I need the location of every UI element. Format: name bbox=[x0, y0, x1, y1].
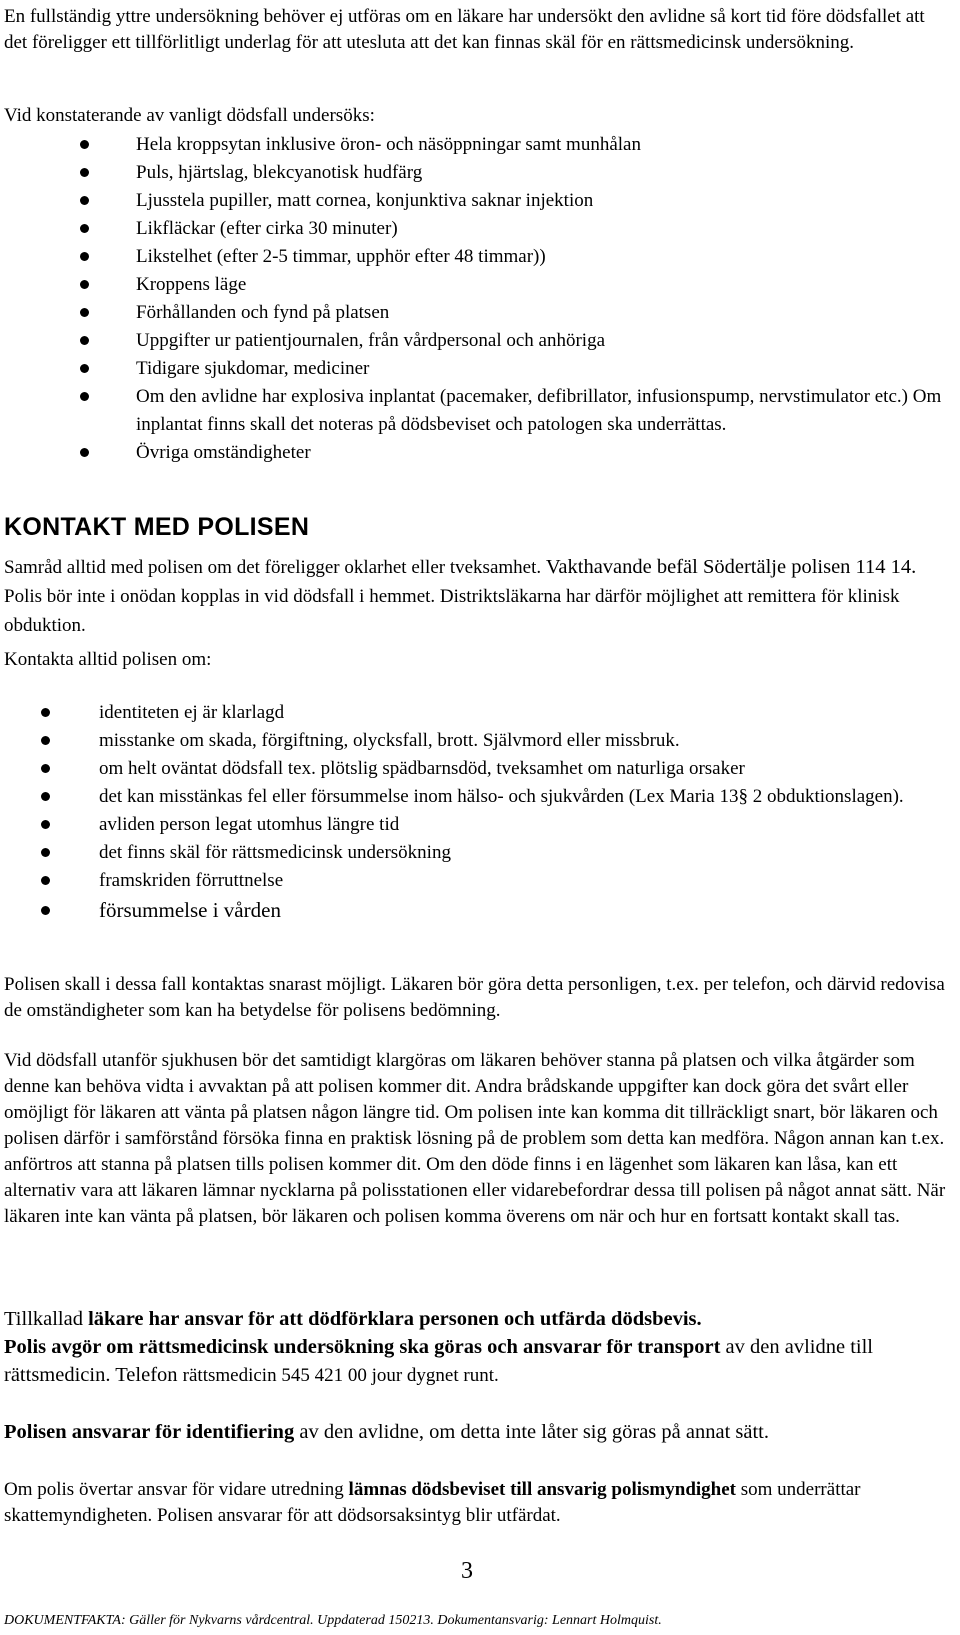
identification-paragraph: Polisen ansvarar för identifiering av den avlidne, om detta inte låter sig göras på annat sätt. bbox=[4, 1421, 769, 1443]
list-item: misstanke om skada, förgiftning, olycksfall, brott. Självmord eller missbruk. bbox=[99, 727, 949, 755]
samrad-paragraph: Samråd alltid med polisen om det föreligger oklarhet eller tveksamhet. Vakthavande befäl Södertälje polisen 114 14. Polis bör inte i onödan kopplas in vid dödsfall i hemmet. Distriktsläkarna har därför möjlighet att remittera för klinisk obduktion. bbox=[4, 556, 917, 636]
list-item: avliden person legat utomhus längre tid bbox=[99, 811, 949, 839]
bullet-icon bbox=[41, 906, 50, 915]
bullet-icon bbox=[80, 308, 89, 317]
polisen-paragraph: Polisen skall i dessa fall kontaktas snarast möjligt. Läkaren bör göra detta personligen, t.ex. per telefon, och därvid redovisa de omständigheter som kan ha betydelse för polisens bedömning. bbox=[4, 974, 945, 1021]
list-item: Likfläckar (efter cirka 30 minuter) bbox=[136, 215, 946, 243]
contact-lead: Kontakta alltid polisen om: bbox=[4, 649, 212, 670]
overtar-paragraph: Om polis övertar ansvar för vidare utredning lämnas dödsbeviset till ansvarig polismyndighet som underrättar skattemyndigheten. Polisen ansvarar för att dödsorsaksintyg blir utfärdat. bbox=[4, 1479, 861, 1526]
bullet-icon bbox=[80, 196, 89, 205]
page-number: 3 bbox=[461, 1558, 473, 1584]
list-item: det kan misstänkas fel eller försummelse inom hälso- och sjukvården (Lex Maria 13§ 2 obduktionslagen). bbox=[99, 783, 949, 811]
bullet-icon bbox=[80, 252, 89, 261]
list-item: det finns skäl för rättsmedicinsk undersökning bbox=[99, 839, 949, 867]
exam-list bbox=[136, 131, 946, 467]
bullet-icon bbox=[80, 392, 89, 401]
bullet-icon bbox=[41, 876, 50, 885]
section-heading: KONTAKT MED POLISEN bbox=[4, 513, 310, 541]
list-item: Likstelhet (efter 2-5 timmar, upphör efter 48 timmar)) bbox=[136, 243, 946, 271]
bullet-icon bbox=[80, 364, 89, 373]
intro-paragraph: En fullständig yttre undersökning behöver ej utföras om en läkare har undersökt den avlidne så kort tid före dödsfallet att det föreligger ett tillförlitligt underlag för att utesluta att det kan finnas skäl för en rättsmedicinsk undersökning. bbox=[4, 6, 925, 53]
list-item: Tidigare sjukdomar, mediciner bbox=[136, 355, 946, 383]
list-item: Kroppens läge bbox=[136, 271, 946, 299]
bullet-icon bbox=[80, 168, 89, 177]
list-item: Övriga omständigheter bbox=[136, 439, 946, 467]
bullet-icon bbox=[80, 448, 89, 457]
list-item: identiteten ej är klarlagd bbox=[99, 699, 949, 727]
exam-lead: Vid konstaterande av vanligt dödsfall undersöks: bbox=[4, 105, 375, 126]
document-footer: DOKUMENTFAKTA: Gäller för Nykvarns vårdcentral. Uppdaterad 150213. Dokumentansvarig: Lennart Holmquist. bbox=[4, 1613, 662, 1628]
list-item: om helt oväntat dödsfall tex. plötslig spädbarnsdöd, tveksamhet om naturliga orsaker bbox=[99, 755, 949, 783]
bullet-icon bbox=[41, 764, 50, 773]
contact-list bbox=[99, 699, 949, 925]
list-item: Hela kroppsytan inklusive öron- och näsöppningar samt munhålan bbox=[136, 131, 946, 159]
list-item: Om den avlidne har explosiva inplantat (pacemaker, defibrillator, infusionspump, nervstimulator etc.) Om inplantat finns skall det noteras på dödsbeviset och patologen ska underrättas. bbox=[136, 383, 946, 439]
bullet-icon bbox=[41, 820, 50, 829]
bullet-icon bbox=[80, 280, 89, 289]
bullet-icon bbox=[80, 224, 89, 233]
list-item: framskriden förruttnelse bbox=[99, 867, 949, 895]
list-item: försummelse i vården bbox=[99, 895, 949, 925]
bullet-icon bbox=[41, 736, 50, 745]
bullet-icon bbox=[80, 140, 89, 149]
bullet-icon bbox=[41, 848, 50, 857]
responsibility-paragraph: Tillkallad läkare har ansvar för att dödförklara personen och utfärda dödsbevis. Polis avgör om rättsmedicinsk undersökning ska göras och ansvarar för transport av den avlidne till rättsmedicin. Telefon rättsmedicin 545 421 00 jour dygnet runt. bbox=[4, 1308, 873, 1386]
vid-dodsfall-paragraph: Vid dödsfall utanför sjukhusen bör det samtidigt klargöras om läkaren behöver stanna på platsen och vilka åtgärder som denne kan behöva vidta i avvaktan på att polisen kommer dit. Andra brådskande uppgifter kan dock göra det svårt eller omöjligt för läkaren att vänta på platsen någon längre tid. Om polisen inte kan komma dit tillräckligt snart, bör läkaren och polisen därför i samförstånd försöka finna en praktisk lösning på de problem som detta kan medföra. Någon annan kan t.ex. anförtros att stanna på platsen tills polisen kommer dit. Om den döde finns i en lägenhet som läkaren kan låsa, kan ett alternativ vara att läkaren lämnar nycklarna på polisstationen eller vidarebefordrar dessa till polisen på något annat sätt. När läkaren inte kan vänta på platsen, bör läkaren och polisen komma överens om när och hur en fortsatt kontakt skall tas. bbox=[4, 1050, 946, 1227]
list-item: Ljusstela pupiller, matt cornea, konjunktiva saknar injektion bbox=[136, 187, 946, 215]
bullet-icon bbox=[80, 336, 89, 345]
bullet-icon bbox=[41, 792, 50, 801]
list-item: Uppgifter ur patientjournalen, från vårdpersonal och anhöriga bbox=[136, 327, 946, 355]
list-item: Förhållanden och fynd på platsen bbox=[136, 299, 946, 327]
list-item: Puls, hjärtslag, blekcyanotisk hudfärg bbox=[136, 159, 946, 187]
bullet-icon bbox=[41, 708, 50, 717]
